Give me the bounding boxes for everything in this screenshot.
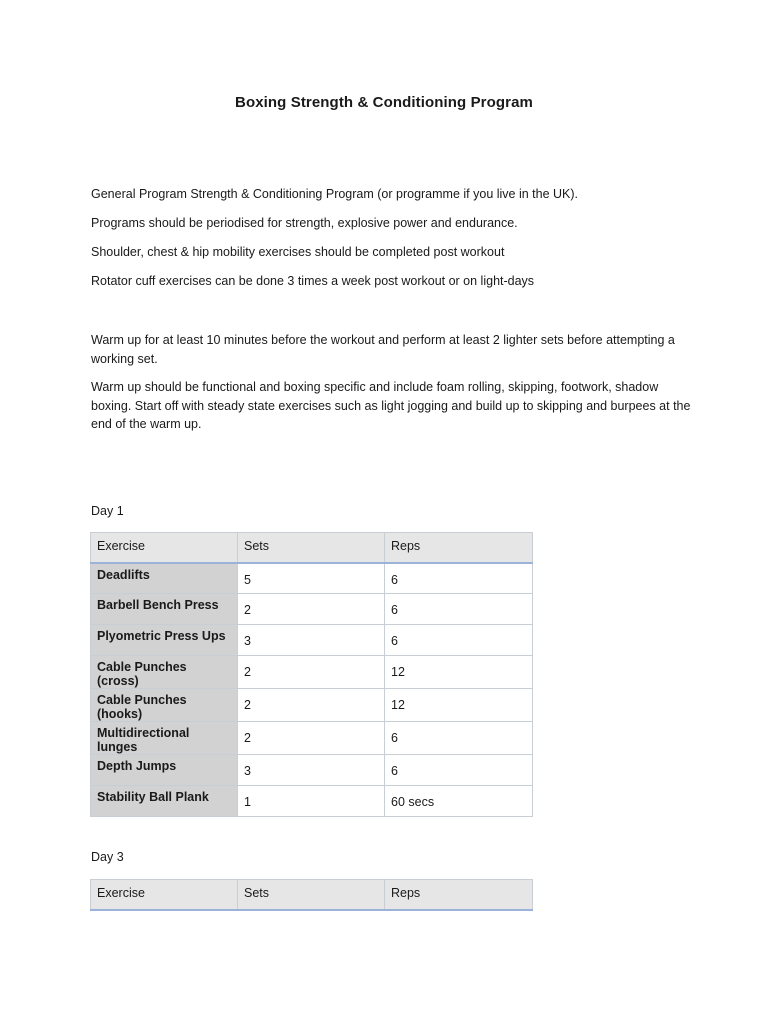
table-row [91, 563, 533, 594]
exercise-cell: Cable Punches (cross) [91, 656, 238, 689]
table-header-row [91, 880, 533, 910]
sets-cell: 2 [238, 656, 385, 689]
header-sets: Sets [238, 880, 385, 910]
day1-label: Day 1 [91, 504, 124, 518]
document-title: Boxing Strength & Conditioning Program [235, 94, 533, 111]
sets-cell: 2 [238, 594, 385, 625]
header-exercise: Exercise [91, 880, 238, 910]
header-exercise: Exercise [91, 533, 238, 563]
exercise-cell: Deadlifts [91, 563, 238, 594]
warmup-paragraph: Warm up for at least 10 minutes before the workout and perform at least 2 lighter sets before attempting a working set. [91, 333, 675, 366]
table-row [91, 722, 533, 755]
sets-cell: 3 [238, 625, 385, 656]
sets-cell: 1 [238, 786, 385, 817]
intro-paragraph: Shoulder, chest & hip mobility exercises should be completed post workout [91, 245, 505, 259]
sets-cell: 5 [238, 563, 385, 594]
header-sets: Sets [238, 533, 385, 563]
intro-paragraph: General Program Strength & Conditioning Program (or programme if you live in the UK). [91, 187, 579, 201]
intro-paragraph: Rotator cuff exercises can be done 3 times a week post workout or on light-days [91, 274, 535, 288]
sets-cell: 2 [238, 689, 385, 722]
reps-cell: 6 [385, 722, 533, 755]
intro-paragraph: Programs should be periodised for strength, explosive power and endurance. [91, 216, 518, 230]
exercise-cell: Barbell Bench Press [91, 594, 238, 625]
reps-cell: 60 secs [385, 786, 533, 817]
table-row [91, 689, 533, 722]
reps-cell: 6 [385, 625, 533, 656]
table-row [91, 594, 533, 625]
table-header-row [91, 533, 533, 563]
table-row [91, 755, 533, 786]
header-reps: Reps [385, 533, 533, 563]
table-row [91, 656, 533, 689]
exercise-cell: Depth Jumps [91, 755, 238, 786]
day1-table [90, 532, 533, 817]
sets-cell: 2 [238, 722, 385, 755]
exercise-cell: Plyometric Press Ups [91, 625, 238, 656]
header-reps: Reps [385, 880, 533, 910]
reps-cell: 12 [385, 656, 533, 689]
table-row [91, 786, 533, 817]
reps-cell: 12 [385, 689, 533, 722]
exercise-cell: Cable Punches (hooks) [91, 689, 238, 722]
sets-cell: 3 [238, 755, 385, 786]
day3-label: Day 3 [91, 850, 124, 864]
warmup-paragraph: Warm up should be functional and boxing specific and include foam rolling, skipping, footwork, shadow boxing. Start off with steady state exercises such as light jogging and build up to skipping and burpees at the end of the warm up. [91, 380, 691, 431]
exercise-cell: Multidirectional lunges [91, 722, 238, 755]
reps-cell: 6 [385, 755, 533, 786]
exercise-cell: Stability Ball Plank [91, 786, 238, 817]
reps-cell: 6 [385, 594, 533, 625]
day3-table [90, 879, 533, 911]
table-row [91, 625, 533, 656]
reps-cell: 6 [385, 563, 533, 594]
